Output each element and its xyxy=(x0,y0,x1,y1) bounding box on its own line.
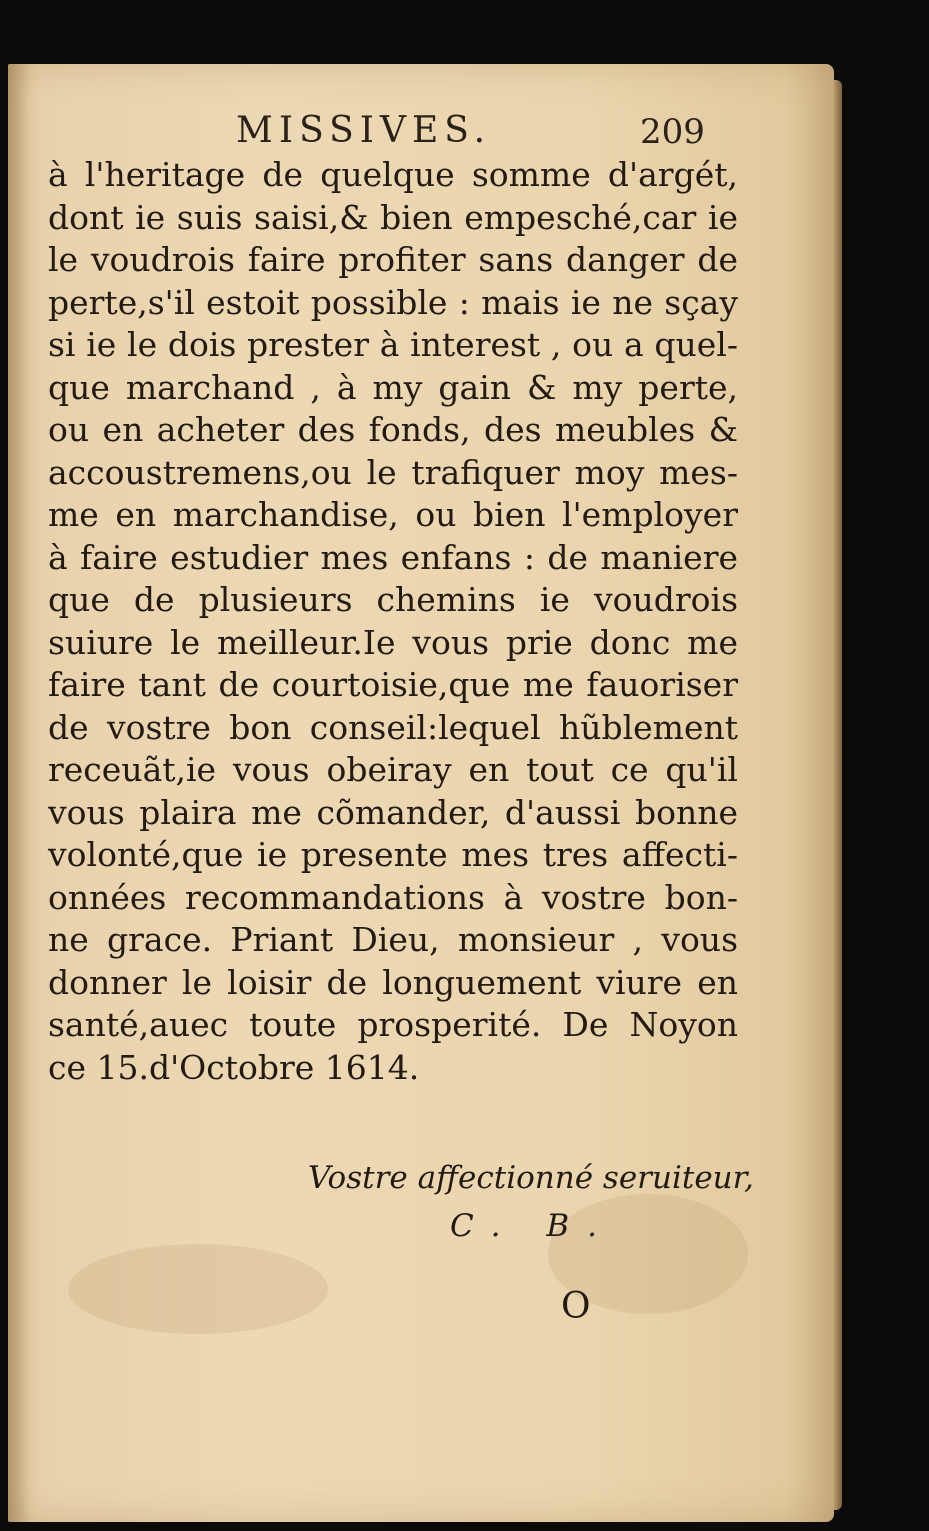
initials: C. B. xyxy=(450,1208,615,1244)
text-line: receuãt,ie vous obeiray en tout ce qu'il xyxy=(48,750,738,789)
text-line: ne grace. Priant Dieu, monsieur , vous xyxy=(48,920,738,959)
text-line: à faire estudier mes enfans : de maniere xyxy=(48,537,738,577)
text-line: suiure le meilleur.Ie vous prie donc me xyxy=(48,622,738,662)
text-line: volonté,que ie presente mes tres affecti- xyxy=(48,835,738,874)
date-line: ce 15.d'Octobre 1614. xyxy=(48,1047,420,1087)
text-line: que de plusieurs chemins ie voudrois xyxy=(48,580,738,619)
paper-stain xyxy=(68,1244,328,1334)
running-head: MISSIVES. xyxy=(236,110,492,151)
page-edge xyxy=(834,80,842,1510)
text-line: me en marchandise, ou bien l'employer xyxy=(48,495,738,534)
letter-body xyxy=(48,154,738,1089)
page-number: 209 xyxy=(640,112,705,152)
text-line: dont ie suis saisi,& bien empesché,car ie xyxy=(48,197,738,237)
book-page xyxy=(8,64,834,1522)
text-line: perte,s'il estoit possible : mais ie ne sçay xyxy=(48,282,738,322)
text-line: à l'heritage de quelque somme d'argét, xyxy=(48,155,738,194)
ornament-glyph: O xyxy=(561,1286,591,1327)
text-line: accoustremens,ou le trafiquer moy mes- xyxy=(48,452,738,492)
text-line: ou en acheter des fonds, des meubles & xyxy=(48,410,738,449)
text-line: santé,auec toute prosperité. De Noyon xyxy=(48,1005,738,1044)
text-line: donner le loisir de longuement viure en xyxy=(48,962,738,1002)
text-line: faire tant de courtoisie,que me fauoriser xyxy=(48,665,738,704)
text-line: onnées recommandations à vostre bon- xyxy=(48,877,738,917)
text-line: si ie le dois prester à interest , ou a quel- xyxy=(48,325,738,364)
text-line: vous plaira me cõmander, d'aussi bonne xyxy=(48,792,738,832)
text-line: que marchand , à my gain & my perte, xyxy=(48,367,738,407)
signature: Vostre affectionné seruiteur, xyxy=(308,1160,754,1196)
text-line: le voudrois faire profiter sans danger de xyxy=(48,240,738,279)
text-line: de vostre bon conseil:lequel hũblement xyxy=(48,707,738,747)
